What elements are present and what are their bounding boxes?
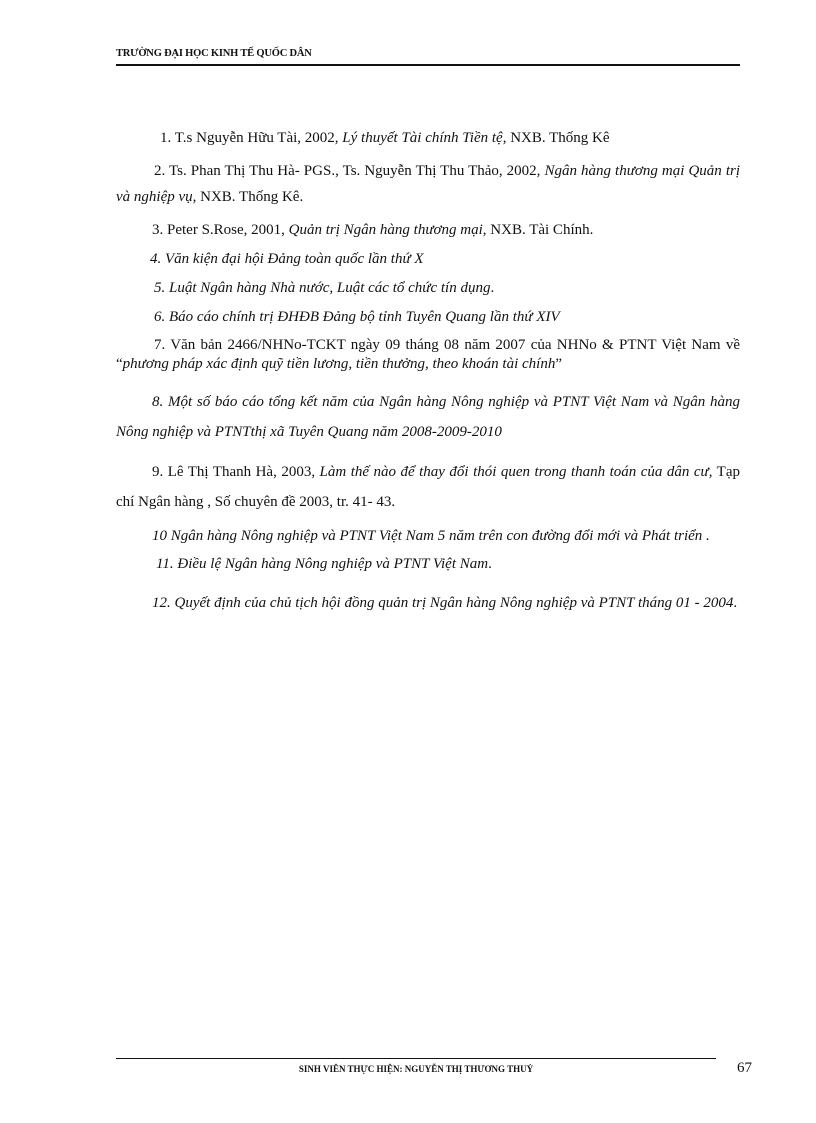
reference-item-4: 4. Văn kiện đại hội Đảng toàn quốc lần thứ X: [150, 251, 424, 267]
reference-item-1: 1. T.s Nguyễn Hữu Tài, 2002, Lý thuyết Tài chính Tiền tệ, NXB. Thống Kê: [160, 130, 610, 146]
reference-item-2: 2. Ts. Phan Thị Thu Hà- PGS., Ts. Nguyễn Thị Thu Thảo, 2002, Ngân hàng thương mại Quản trị và nghiệp vụ, NXB. Thống Kê.: [116, 163, 740, 205]
reference-item-7: 7. Văn bản 2466/NHNo-TCKT ngày 09 tháng 08 năm 2007 của NHNo & PTNT Việt Nam về “phương pháp xác định quỹ tiền lương, tiền thưởng, theo khoán tài chính”: [116, 337, 740, 372]
reference-item-9: 9. Lê Thị Thanh Hà, 2003, Làm thế nào để thay đổi thói quen trong thanh toán của dân cư, Tạp chí Ngân hàng , Số chuyên đề 2003, tr. 41- 43.: [116, 464, 740, 510]
reference-item-6: 6. Báo cáo chính trị ĐHĐB Đảng bộ tỉnh Tuyên Quang lần thứ XIV: [154, 309, 560, 325]
reference-list: [116, 128, 740, 618]
reference-item-8: 8. Một số báo cáo tổng kết năm của Ngân hàng Nông nghiệp và PTNT Việt Nam và Ngân hàng Nông nghiệp và PTNTthị xã Tuyên Quang năm 2008-2009-2010: [116, 394, 740, 440]
page-number: 67: [737, 1060, 752, 1076]
reference-item-10: 10 Ngân hàng Nông nghiệp và PTNT Việt Nam 5 năm trên con đường đổi mới và Phát triển .: [152, 528, 710, 544]
page-footer: SINH VIÊN THỰC HIỆN: NGUYỄN THỊ THƯƠNG THUỶ: [298, 1064, 534, 1074]
reference-item-3: 3. Peter S.Rose, 2001, Quản trị Ngân hàng thương mại, NXB. Tài Chính.: [152, 222, 594, 238]
reference-item-12: 12. Quyết định của chủ tịch hội đồng quản trị Ngân hàng Nông nghiệp và PTNT tháng 01 - 2004.: [152, 595, 738, 611]
reference-item-11: 11. Điều lệ Ngân hàng Nông nghiệp và PTNT Việt Nam.: [156, 556, 492, 572]
footer-divider: [116, 1058, 716, 1059]
header-divider: [116, 64, 740, 66]
page-header: TRƯỜNG ĐẠI HỌC KINH TẾ QUỐC DÂN: [116, 48, 312, 59]
reference-item-5: 5. Luật Ngân hàng Nhà nước, Luật các tổ chức tín dụng.: [154, 280, 495, 296]
